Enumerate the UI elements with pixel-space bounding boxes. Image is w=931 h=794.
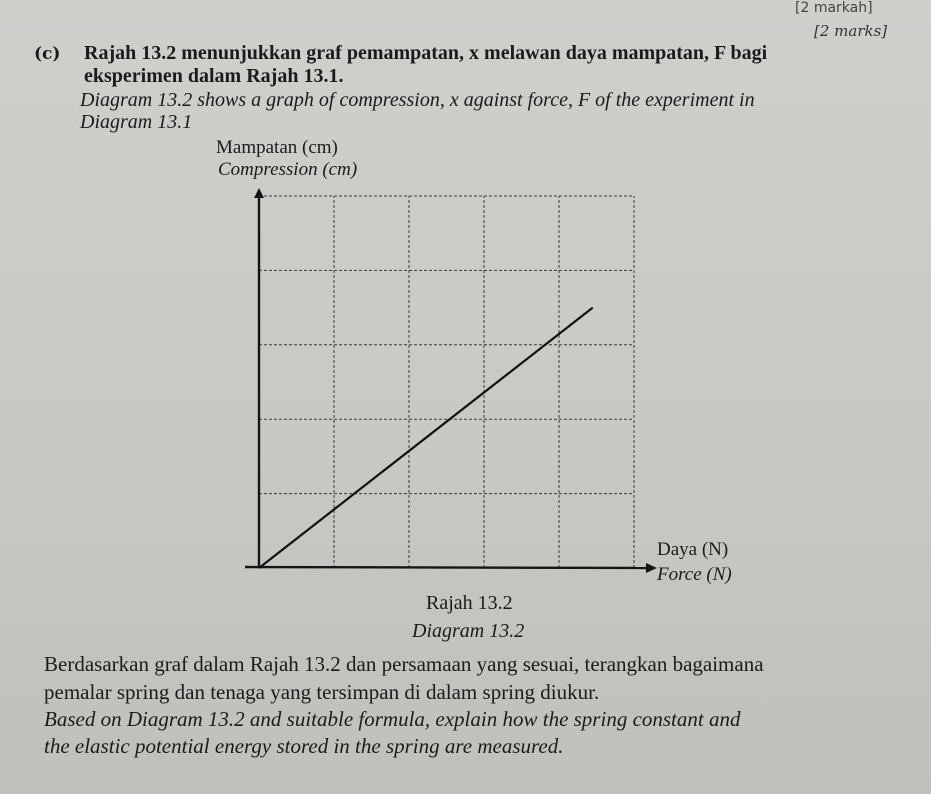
question-malay-line2: eksperimen dalam Rajah 13.1.: [84, 65, 344, 87]
graph-grid: [259, 196, 634, 568]
task-malay-line1: Berdasarkan graf dalam Rajah 13.2 dan persamaan yang sesuai, terangkan bagaimana: [44, 652, 764, 676]
question-english-line2: Diagram 13.1: [80, 111, 193, 133]
x-axis-label-malay: Daya (N): [657, 539, 729, 560]
question-label: (c): [34, 44, 61, 64]
diagram-caption-malay: Rajah 13.2: [426, 592, 513, 614]
y-axis-label-english: Compression (cm): [218, 159, 358, 180]
question-malay-line1: Rajah 13.2 menunjukkan graf pemampatan, x melawan daya mampatan, F bagi: [84, 42, 768, 64]
x-axis-arrowhead: [646, 563, 657, 573]
marks-malay: [2 markah]: [795, 0, 873, 16]
task-english-line1: Based on Diagram 13.2 and suitable formula, explain how the spring constant and: [44, 707, 741, 731]
task-malay-line2: pemalar spring dan tenaga yang tersimpan di dalam spring diukur.: [44, 680, 600, 704]
y-axis-arrowhead: [254, 188, 264, 198]
y-axis-label-malay: Mampatan (cm): [216, 137, 338, 158]
x-axis: [245, 567, 648, 568]
task-english-line2: the elastic potential energy stored in the spring are measured.: [44, 734, 564, 758]
question-english-line1: Diagram 13.2 shows a graph of compression, x against force, F of the experiment in: [80, 89, 755, 111]
diagram-caption-english: Diagram 13.2: [412, 620, 525, 642]
marks-english: [2 marks]: [814, 22, 888, 40]
graph-series: [259, 308, 593, 568]
x-axis-label-english: Force (N): [657, 564, 732, 585]
graph-axes: [245, 188, 657, 573]
series-line-compression-vs-force: [259, 308, 593, 568]
